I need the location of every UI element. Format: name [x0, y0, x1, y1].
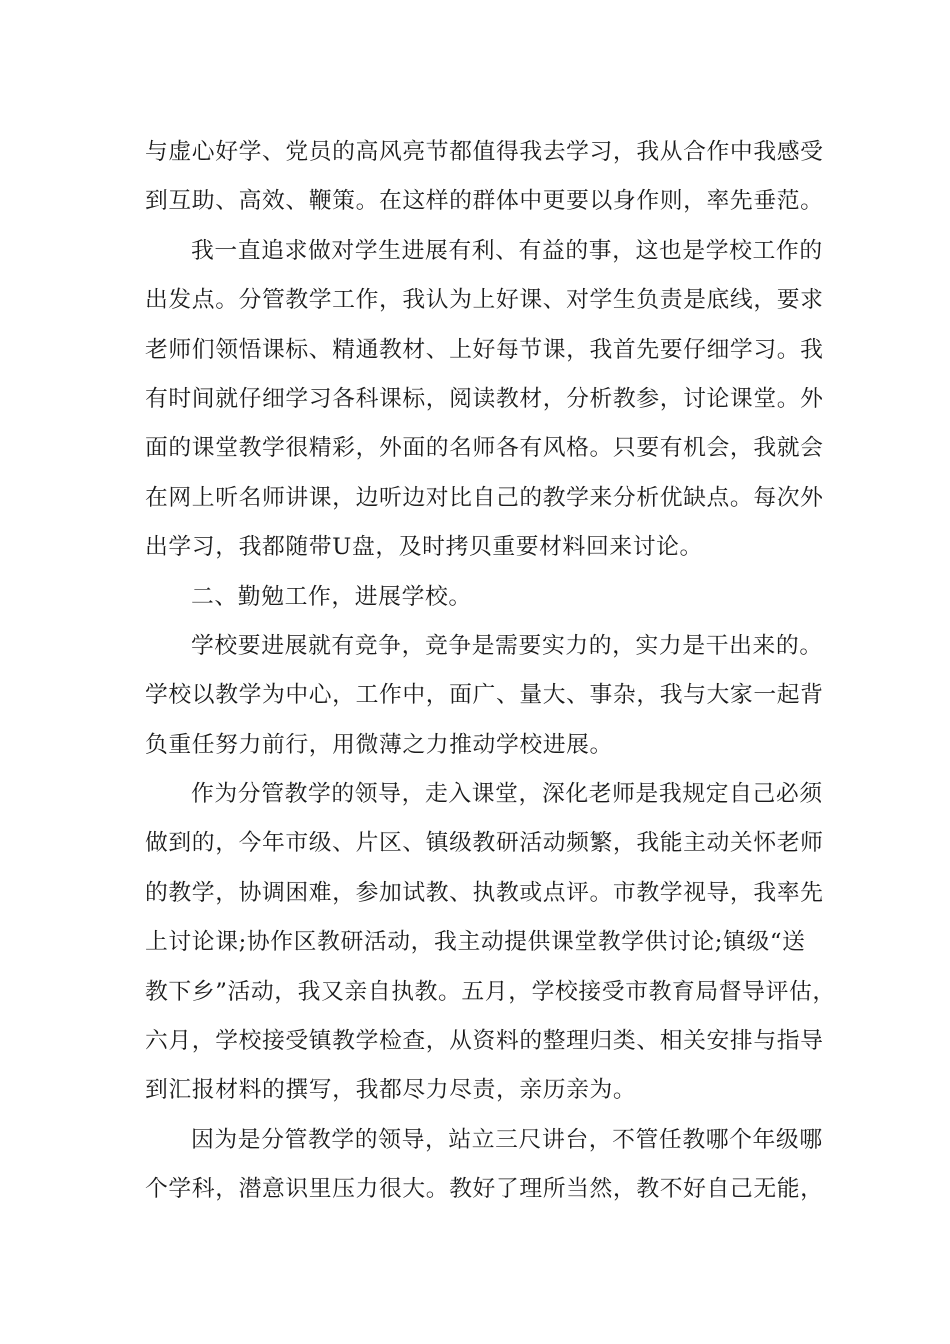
text-line: 做到的，今年市级、片区、镇级教研活动频繁，我能主动关怀老师	[145, 830, 824, 857]
text-line: 老师们领悟课标、精通教材、上好每节课，我首先要仔细学习。我	[145, 336, 824, 363]
text-line: 面的课堂教学很精彩，外面的名师各有风格。只要有机会，我就会	[145, 435, 824, 462]
text-line: 教下乡”活动，我又亲自执教。五月，学校接受市教育局督导评估，	[145, 978, 836, 1005]
text-line: 的教学，协调困难，参加试教、执教或点评。市教学视导，我率先	[145, 879, 824, 906]
text-line: 在网上听名师讲课，边听边对比自己的教学来分析优缺点。每次外	[145, 484, 824, 511]
text-line: 作为分管教学的领导，走入课堂，深化老师是我规定自己必须	[191, 781, 823, 808]
text-line: 因为是分管教学的领导，站立三尺讲台，不管任教哪个年级哪	[191, 1126, 823, 1153]
text-line: 个学科，潜意识里压力很大。教好了理所当然，教不好自己无能，	[145, 1176, 824, 1203]
text-line: 与虚心好学、党员的高风亮节都值得我去学习，我从合作中我感受	[145, 139, 824, 165]
text-line: 出学习，我都随带U盘，及时拷贝重要材料回来讨论。	[145, 534, 703, 561]
text-line: 到汇报材料的撰写，我都尽力尽责，亲历亲为。	[145, 1077, 637, 1104]
text-line: 上讨论课;协作区教研活动，我主动提供课堂教学供讨论;镇级“送	[145, 929, 806, 956]
document-body	[145, 128, 836, 1215]
text-line: 二、勤勉工作，进展学校。	[191, 583, 472, 610]
text-line: 出发点。分管教学工作，我认为上好课、对学生负责是底线，要求	[145, 287, 824, 314]
text-line: 学校要进展就有竞争，竞争是需要实力的，实力是干出来的。	[191, 632, 823, 659]
text-line: 到互助、高效、鞭策。在这样的群体中更要以身作则，率先垂范。	[145, 188, 824, 215]
text-line: 有时间就仔细学习各科课标，阅读教材，分析教参，讨论课堂。外	[145, 385, 824, 412]
text-line: 我一直追求做对学生进展有利、有益的事，这也是学校工作的	[191, 237, 823, 264]
text-line: 学校以教学为中心，工作中，面广、量大、事杂，我与大家一起背	[145, 682, 824, 709]
text-line: 六月，学校接受镇教学检查，从资料的整理归类、相关安排与指导	[145, 1028, 824, 1055]
text-line: 负重任努力前行，用微薄之力推动学校进展。	[145, 731, 613, 758]
